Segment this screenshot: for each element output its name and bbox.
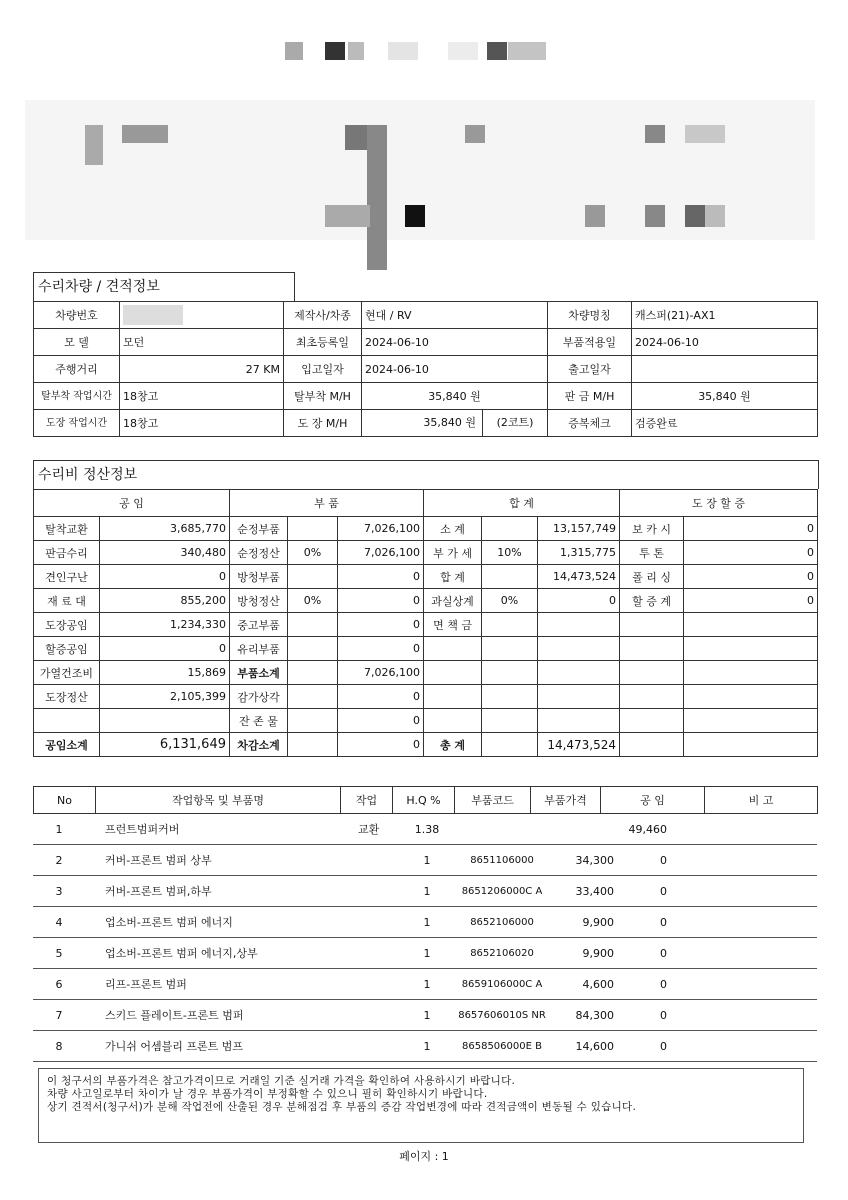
paint-value bbox=[684, 685, 818, 709]
labor-label: 도장정산 bbox=[34, 685, 100, 709]
total-value: 0 bbox=[538, 589, 620, 613]
header-total: 합 계 bbox=[424, 490, 620, 517]
part-work bbox=[355, 907, 407, 938]
paint-value bbox=[684, 733, 818, 757]
detach-time-value: 18창고 bbox=[120, 383, 284, 410]
out-date-value bbox=[632, 356, 818, 383]
part-labor: 0 bbox=[617, 876, 707, 907]
labor-value: 6,131,649 bbox=[100, 733, 230, 757]
parts-label: 감가상각 bbox=[230, 685, 288, 709]
vehicle-section-title: 수리차량 / 견적정보 bbox=[33, 272, 295, 301]
cost-row bbox=[34, 589, 818, 613]
col-labor: 공 임 bbox=[601, 787, 705, 814]
total-rate bbox=[482, 613, 538, 637]
label-dup-check: 증복체크 bbox=[548, 410, 632, 437]
total-value: 1,315,775 bbox=[538, 541, 620, 565]
part-hq: 1 bbox=[407, 938, 447, 969]
col-item: 작업항목 및 부품명 bbox=[96, 787, 341, 814]
label-mileage: 주행거리 bbox=[34, 356, 120, 383]
table-row bbox=[33, 938, 817, 969]
vehicle-row bbox=[34, 383, 818, 410]
part-no: 4 bbox=[33, 907, 85, 938]
total-rate bbox=[482, 661, 538, 685]
labor-value: 340,480 bbox=[100, 541, 230, 565]
part-note bbox=[707, 1000, 817, 1031]
labor-label: 도장공임 bbox=[34, 613, 100, 637]
dup-check-value: 검증완료 bbox=[632, 410, 818, 437]
label-first-reg: 최초등록일 bbox=[284, 329, 362, 356]
parts-rate bbox=[288, 709, 338, 733]
in-date-value: 2024-06-10 bbox=[362, 356, 548, 383]
total-rate bbox=[482, 709, 538, 733]
cost-row bbox=[34, 541, 818, 565]
label-out-date: 출고일자 bbox=[548, 356, 632, 383]
part-work bbox=[355, 938, 407, 969]
total-value bbox=[538, 685, 620, 709]
label-paint-mh: 도 장 M/H bbox=[284, 410, 362, 437]
label-model: 모 델 bbox=[34, 329, 120, 356]
part-name: 스키드 플레이트-프론트 범퍼 bbox=[85, 1000, 355, 1031]
total-label: 면 책 금 bbox=[424, 613, 482, 637]
part-no: 5 bbox=[33, 938, 85, 969]
total-value bbox=[538, 661, 620, 685]
labor-label: 가열건조비 bbox=[34, 661, 100, 685]
total-value: 13,157,749 bbox=[538, 517, 620, 541]
part-code: 8652106020 bbox=[447, 938, 557, 969]
vehicle-row bbox=[34, 356, 818, 383]
label-paint-time: 도장 작업시간 bbox=[34, 410, 120, 437]
labor-value: 2,105,399 bbox=[100, 685, 230, 709]
label-in-date: 입고일자 bbox=[284, 356, 362, 383]
paint-label bbox=[620, 613, 684, 637]
total-label: 합 계 bbox=[424, 565, 482, 589]
part-labor: 0 bbox=[617, 1000, 707, 1031]
vehicle-row bbox=[34, 410, 818, 437]
parts-value: 7,026,100 bbox=[338, 661, 424, 685]
header-labor: 공 임 bbox=[34, 490, 230, 517]
parts-label: 방청부품 bbox=[230, 565, 288, 589]
part-note bbox=[707, 1031, 817, 1062]
part-hq: 1 bbox=[407, 1031, 447, 1062]
part-labor: 0 bbox=[617, 938, 707, 969]
cost-row bbox=[34, 685, 818, 709]
part-work: 교환 bbox=[355, 814, 407, 845]
part-work bbox=[355, 876, 407, 907]
part-name: 리프-프론트 범퍼 bbox=[85, 969, 355, 1000]
parts-label: 순정부품 bbox=[230, 517, 288, 541]
label-sheet-mh: 판 금 M/H bbox=[548, 383, 632, 410]
paint-time-value: 18창고 bbox=[120, 410, 284, 437]
part-work bbox=[355, 1031, 407, 1062]
cost-table bbox=[33, 489, 818, 757]
parts-rate bbox=[288, 637, 338, 661]
parts-value: 0 bbox=[338, 733, 424, 757]
total-label: 소 계 bbox=[424, 517, 482, 541]
part-code bbox=[447, 814, 557, 845]
part-price bbox=[557, 814, 617, 845]
paint-value bbox=[684, 709, 818, 733]
table-row bbox=[33, 1000, 817, 1031]
header-paint-surcharge: 도 장 할 증 bbox=[620, 490, 818, 517]
part-note bbox=[707, 938, 817, 969]
paint-mh-cell bbox=[362, 410, 548, 437]
col-work: 작업 bbox=[341, 787, 393, 814]
labor-value: 0 bbox=[100, 637, 230, 661]
part-price: 9,900 bbox=[557, 938, 617, 969]
table-row bbox=[33, 814, 817, 845]
part-name: 커버-프론트 범퍼,하부 bbox=[85, 876, 355, 907]
cost-row bbox=[34, 517, 818, 541]
table-row bbox=[33, 876, 817, 907]
paint-label bbox=[620, 685, 684, 709]
part-name: 가니쉬 어셈블리 프론트 범프 bbox=[85, 1031, 355, 1062]
paint-label: 폴 리 싱 bbox=[620, 565, 684, 589]
total-value bbox=[538, 637, 620, 661]
parts-value: 0 bbox=[338, 565, 424, 589]
vehicle-row bbox=[34, 302, 818, 329]
paint-label bbox=[620, 637, 684, 661]
labor-value: 15,869 bbox=[100, 661, 230, 685]
mileage-value: 27 KM bbox=[120, 356, 284, 383]
total-rate bbox=[482, 565, 538, 589]
paint-value: 0 bbox=[684, 541, 818, 565]
parts-label: 차감소계 bbox=[230, 733, 288, 757]
parts-rate bbox=[288, 661, 338, 685]
total-label bbox=[424, 637, 482, 661]
parts-value: 0 bbox=[338, 637, 424, 661]
parts-label: 중고부품 bbox=[230, 613, 288, 637]
cost-row bbox=[34, 709, 818, 733]
part-labor: 0 bbox=[617, 1031, 707, 1062]
paint-label bbox=[620, 709, 684, 733]
parts-label: 부품소계 bbox=[230, 661, 288, 685]
col-price: 부품가격 bbox=[531, 787, 601, 814]
col-hq: H.Q % bbox=[393, 787, 455, 814]
cost-row bbox=[34, 637, 818, 661]
part-labor: 0 bbox=[617, 845, 707, 876]
paint-label: 투 톤 bbox=[620, 541, 684, 565]
parts-rate bbox=[288, 613, 338, 637]
parts-label: 잔 존 물 bbox=[230, 709, 288, 733]
labor-label: 할증공임 bbox=[34, 637, 100, 661]
labor-value: 1,234,330 bbox=[100, 613, 230, 637]
paint-value: 0 bbox=[684, 589, 818, 613]
label-detach-time: 탈부착 작업시간 bbox=[34, 383, 120, 410]
total-label bbox=[424, 709, 482, 733]
part-note bbox=[707, 876, 817, 907]
part-no: 3 bbox=[33, 876, 85, 907]
part-price: 84,300 bbox=[557, 1000, 617, 1031]
part-note bbox=[707, 969, 817, 1000]
paint-coat: (2코트) bbox=[482, 410, 547, 436]
parts-value: 0 bbox=[338, 589, 424, 613]
cost-header-row bbox=[34, 490, 818, 517]
part-no: 8 bbox=[33, 1031, 85, 1062]
labor-label bbox=[34, 709, 100, 733]
total-rate bbox=[482, 637, 538, 661]
part-work bbox=[355, 845, 407, 876]
parts-value: 7,026,100 bbox=[338, 517, 424, 541]
part-hq: 1.38 bbox=[407, 814, 447, 845]
notice-line: 상기 견적서(청구서)가 분해 작업전에 산출된 경우 분해점검 후 부품의 증감 작업변경에 따라 견적금액이 변동될 수 있습니다. bbox=[47, 1101, 637, 1113]
total-label bbox=[424, 661, 482, 685]
total-label: 과실상계 bbox=[424, 589, 482, 613]
total-rate bbox=[482, 517, 538, 541]
part-price: 33,400 bbox=[557, 876, 617, 907]
part-labor: 49,460 bbox=[617, 814, 707, 845]
paint-mh-value: 35,840 원 bbox=[423, 416, 476, 429]
part-price: 9,900 bbox=[557, 907, 617, 938]
part-hq: 1 bbox=[407, 1000, 447, 1031]
labor-label: 공임소계 bbox=[34, 733, 100, 757]
col-code: 부품코드 bbox=[455, 787, 531, 814]
part-name: 커버-프론트 범퍼 상부 bbox=[85, 845, 355, 876]
sheet-mh-value: 35,840 원 bbox=[632, 383, 818, 410]
paint-value: 0 bbox=[684, 517, 818, 541]
part-code: 8652106000 bbox=[447, 907, 557, 938]
cost-row bbox=[34, 661, 818, 685]
col-no: No bbox=[34, 787, 96, 814]
parts-table bbox=[33, 814, 817, 1062]
total-rate: 0% bbox=[482, 589, 538, 613]
part-price: 34,300 bbox=[557, 845, 617, 876]
labor-label: 견인구난 bbox=[34, 565, 100, 589]
part-hq: 1 bbox=[407, 845, 447, 876]
label-detach-mh: 탈부착 M/H bbox=[284, 383, 362, 410]
parts-value: 0 bbox=[338, 709, 424, 733]
parts-rate bbox=[288, 685, 338, 709]
col-note: 비 고 bbox=[705, 787, 818, 814]
part-name: 업소버-프론트 범퍼 에너지 bbox=[85, 907, 355, 938]
cost-row bbox=[34, 613, 818, 637]
paint-label bbox=[620, 661, 684, 685]
parts-rate: 0% bbox=[288, 589, 338, 613]
labor-label: 탈착교환 bbox=[34, 517, 100, 541]
maker-value: 현대 / RV bbox=[362, 302, 548, 329]
labor-value: 3,685,770 bbox=[100, 517, 230, 541]
part-labor: 0 bbox=[617, 907, 707, 938]
labor-value: 855,200 bbox=[100, 589, 230, 613]
parts-value: 0 bbox=[338, 613, 424, 637]
page-number: 페이지 : 1 bbox=[399, 1150, 449, 1163]
total-label: 부 가 세 bbox=[424, 541, 482, 565]
paint-label bbox=[620, 733, 684, 757]
part-hq: 1 bbox=[407, 876, 447, 907]
table-row bbox=[33, 845, 817, 876]
part-price: 14,600 bbox=[557, 1031, 617, 1062]
car-number-value bbox=[120, 302, 284, 329]
total-value bbox=[538, 709, 620, 733]
part-no: 6 bbox=[33, 969, 85, 1000]
label-car-number: 차량번호 bbox=[34, 302, 120, 329]
part-price: 4,600 bbox=[557, 969, 617, 1000]
detach-mh-value: 35,840 원 bbox=[362, 383, 548, 410]
paint-label: 보 카 시 bbox=[620, 517, 684, 541]
part-labor: 0 bbox=[617, 969, 707, 1000]
notice-box bbox=[38, 1068, 804, 1143]
parts-rate bbox=[288, 733, 338, 757]
table-row bbox=[33, 969, 817, 1000]
model-value: 모던 bbox=[120, 329, 284, 356]
total-rate bbox=[482, 733, 538, 757]
part-note bbox=[707, 814, 817, 845]
parts-header-row bbox=[34, 787, 818, 814]
part-no: 1 bbox=[33, 814, 85, 845]
part-work bbox=[355, 1000, 407, 1031]
table-row bbox=[33, 907, 817, 938]
parts-rate bbox=[288, 517, 338, 541]
parts-value: 0 bbox=[338, 685, 424, 709]
notice-line: 차량 사고일로부터 차이가 날 경우 부품가격이 부정확할 수 있으니 필히 확인하시기 바랍니다. bbox=[47, 1088, 488, 1100]
part-name: 프런트범퍼커버 bbox=[85, 814, 355, 845]
part-no: 2 bbox=[33, 845, 85, 876]
part-code: 8657606010S NR bbox=[447, 1000, 557, 1031]
total-value: 14,473,524 bbox=[538, 733, 620, 757]
part-code: 8659106000C A bbox=[447, 969, 557, 1000]
part-no: 7 bbox=[33, 1000, 85, 1031]
car-name-value: 캐스퍼(21)-AX1 bbox=[632, 302, 818, 329]
part-code: 8651206000C A bbox=[447, 876, 557, 907]
part-work bbox=[355, 969, 407, 1000]
total-label: 총 계 bbox=[424, 733, 482, 757]
notice-line: 이 청구서의 부품가격은 참고가격이므로 거래일 기준 실거래 가격을 확인하여 사용하시기 바랍니다. bbox=[47, 1075, 516, 1087]
parts-rate bbox=[288, 565, 338, 589]
label-maker: 제작사/차종 bbox=[284, 302, 362, 329]
paint-value bbox=[684, 637, 818, 661]
vehicle-row bbox=[34, 329, 818, 356]
total-value bbox=[538, 613, 620, 637]
parts-value: 7,026,100 bbox=[338, 541, 424, 565]
parts-header-table bbox=[33, 786, 818, 814]
labor-value: 0 bbox=[100, 565, 230, 589]
first-reg-value: 2024-06-10 bbox=[362, 329, 548, 356]
parts-date-value: 2024-06-10 bbox=[632, 329, 818, 356]
part-code: 8651106000 bbox=[447, 845, 557, 876]
labor-value bbox=[100, 709, 230, 733]
cost-row bbox=[34, 733, 818, 757]
total-label bbox=[424, 685, 482, 709]
part-hq: 1 bbox=[407, 969, 447, 1000]
part-name: 업소버-프론트 범퍼 에너지,상부 bbox=[85, 938, 355, 969]
header-parts: 부 품 bbox=[230, 490, 424, 517]
parts-label: 순정정산 bbox=[230, 541, 288, 565]
paint-label: 할 증 계 bbox=[620, 589, 684, 613]
parts-rate: 0% bbox=[288, 541, 338, 565]
cost-section-title: 수리비 정산정보 bbox=[33, 460, 819, 489]
redacted-car-number bbox=[123, 305, 183, 325]
table-row bbox=[33, 1031, 817, 1062]
total-value: 14,473,524 bbox=[538, 565, 620, 589]
part-note bbox=[707, 907, 817, 938]
part-note bbox=[707, 845, 817, 876]
part-hq: 1 bbox=[407, 907, 447, 938]
part-code: 8658506000E B bbox=[447, 1031, 557, 1062]
total-rate bbox=[482, 685, 538, 709]
cost-row bbox=[34, 565, 818, 589]
parts-label: 유리부품 bbox=[230, 637, 288, 661]
paint-value bbox=[684, 613, 818, 637]
vehicle-info-table bbox=[33, 301, 818, 437]
labor-label: 판금수리 bbox=[34, 541, 100, 565]
paint-value bbox=[684, 661, 818, 685]
paint-value: 0 bbox=[684, 565, 818, 589]
labor-label: 재 료 대 bbox=[34, 589, 100, 613]
label-car-name: 차량명칭 bbox=[548, 302, 632, 329]
total-rate: 10% bbox=[482, 541, 538, 565]
parts-label: 방청정산 bbox=[230, 589, 288, 613]
label-parts-date: 부품적용일 bbox=[548, 329, 632, 356]
